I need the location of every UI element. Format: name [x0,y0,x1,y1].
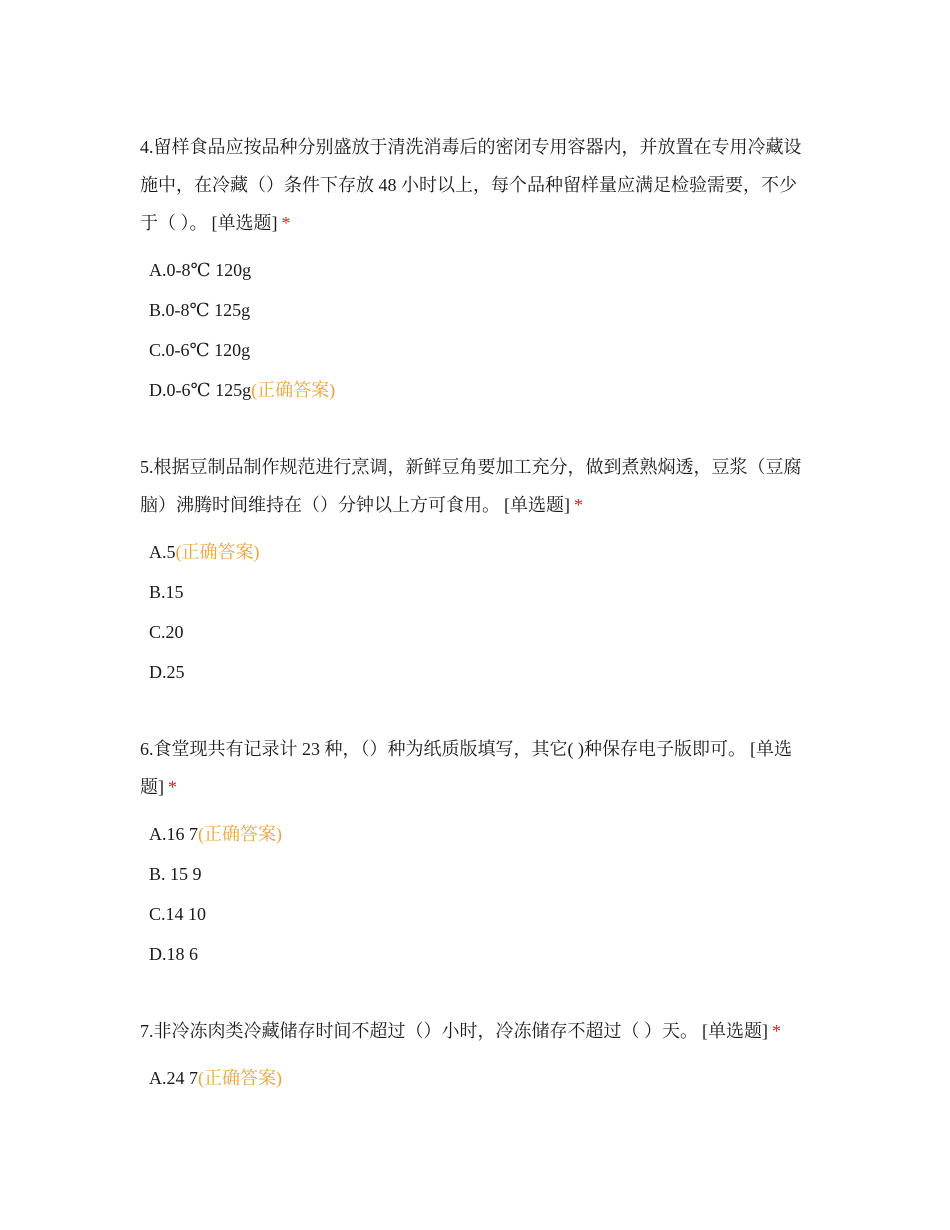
option-b[interactable] [149,572,810,612]
option-d[interactable] [149,370,810,410]
option-label: A.16 7 [149,824,198,844]
question-4 [140,128,810,410]
required-marker: * [574,495,583,515]
question-title [140,730,810,806]
option-d[interactable] [149,934,810,974]
question-type: [单选题] [702,1021,768,1041]
option-c[interactable] [149,330,810,370]
option-label: A.5 [149,542,176,562]
correct-answer-mark: (正确答案) [198,824,282,844]
question-title [140,128,810,242]
question-type: [单选题] [140,739,792,797]
question-title [140,1012,810,1050]
option-label: B.0-8℃ 125g [149,300,251,320]
option-list [140,532,810,692]
option-a[interactable] [149,532,810,572]
question-6 [140,730,810,974]
option-label: D.25 [149,662,185,682]
option-list [140,814,810,974]
question-text: 5.根据豆制品制作规范进行烹调，新鲜豆角要加工充分，做到煮熟焖透，豆浆（豆腐脑）沸腾时间维持在（）分钟以上方可食用。 [140,457,802,515]
required-marker: * [168,777,177,797]
correct-answer-mark: (正确答案) [251,380,336,400]
option-label: C.14 10 [149,904,207,924]
option-a[interactable] [149,250,810,290]
question-7 [140,1012,810,1098]
option-d[interactable] [149,652,810,692]
option-label: D.18 6 [149,944,198,964]
question-type: [单选题] [504,495,570,515]
option-label: C.0-6℃ 120g [149,340,251,360]
option-b[interactable] [149,854,810,894]
correct-answer-mark: (正确答案) [175,542,260,562]
option-list [140,250,810,410]
option-label: B.15 [149,582,184,602]
question-5 [140,448,810,692]
option-label: C.20 [149,622,184,642]
question-title [140,448,810,524]
question-type: [单选题] [211,213,278,233]
correct-answer-mark: (正确答案) [198,1068,282,1088]
option-c[interactable] [149,612,810,652]
option-label: A.24 7 [149,1068,198,1088]
option-a[interactable] [149,814,810,854]
question-text: 7.非冷冻肉类冷藏储存时间不超过（）小时，冷冻储存不超过（ ）天。 [140,1021,698,1041]
question-list [140,128,810,1098]
option-a[interactable] [149,1058,810,1098]
required-marker: * [772,1021,781,1041]
option-c[interactable] [149,894,810,934]
option-label: D.0-6℃ 125g [149,380,252,400]
option-label: A.0-8℃ 120g [149,260,252,280]
option-label: B. 15 9 [149,864,202,884]
question-text: 6.食堂现共有记录计 23 种，（）种为纸质版填写，其它( )种保存电子版即可。 [140,739,746,759]
option-b[interactable] [149,290,810,330]
question-text: 4.留样食品应按品种分别盛放于清洗消毒后的密闭专用容器内，并放置在专用冷藏设施中，在冷藏（）条件下存放 48 小时以上，每个品种留样量应满足检验需要，不少于（ ）。 [140,137,802,233]
option-list [140,1058,810,1098]
required-marker: * [281,213,291,233]
